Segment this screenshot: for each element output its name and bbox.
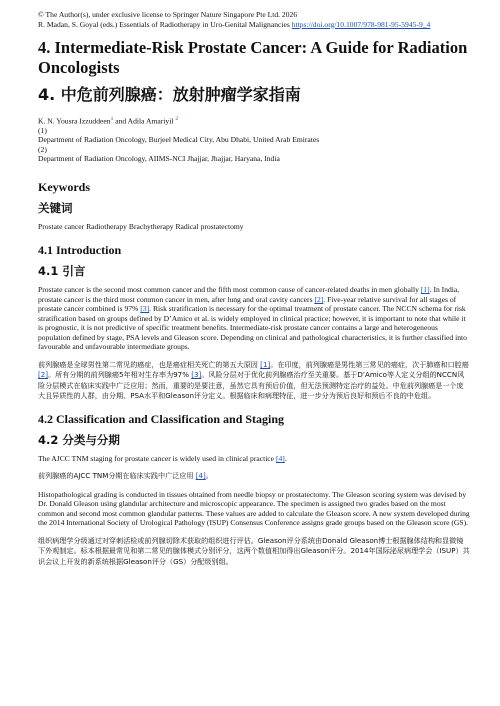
author-2: and Adila Amariyil: [113, 116, 176, 126]
chapter-title-en: 4. Intermediate-Risk Prostate Cancer: A Guide for Radiation Oncologists: [38, 38, 468, 77]
intro-paragraph-zh: [38, 360, 470, 402]
staging-paragraph-zh: [38, 471, 470, 482]
intro-text-zh: 。风险分层对于优化前列腺癌治疗至关重要。基于D’Amico等人定义分组的NCCN风险分层模式在临床实践中广泛应用；然而，重要的是要注意，虽然它具有预后价值，但无法预测特定治疗的益处。中危前列腺癌是一个庞大且异质性的人群，由分期、PSA水平和Gleason评分定义。根据临床和病理特征，进一步分为预后良好和预后不良的中危组。: [38, 370, 465, 401]
citation-link-4[interactable]: [4]: [275, 453, 285, 463]
copyright-header: [38, 10, 470, 29]
author-block: [38, 115, 470, 164]
affiliation-1-number: (1): [38, 125, 47, 135]
citation-link-3-zh[interactable]: [3]: [191, 370, 202, 380]
intro-paragraph-en: [38, 285, 470, 352]
keywords-list: Prostate cancer Radiotherapy Brachytherapy Radical prostatectomy: [38, 221, 244, 231]
author-2-affiliation-mark[interactable]: 2: [175, 116, 179, 122]
doi-link[interactable]: https://doi.org/10.1007/978-981-95-5945-9_4: [291, 19, 431, 29]
citation-link-1[interactable]: [1]: [420, 285, 430, 295]
intro-text: Prostate cancer is the second most common cancer and the fifth most common cause of cancer-related deaths in men globally: [38, 285, 421, 295]
author-1: K. N. Yousra Izzuddeen: [38, 116, 111, 126]
article-page: [38, 10, 470, 567]
author-line: [38, 115, 470, 126]
grading-paragraph-zh: 组织病理学分级通过对穿刺活检或前列腺切除术获取的组织进行评估。Gleason评分系统由Donald Gleason博士根据腺体结构和显微镜下外观制定。标本根据最常见和第二常见的腺体模式分别评分，这两个数值相加得出Gleason评分。2014年国际泌尿病理学会（ISUP）共识会议上开发的新系统根据Gleason评分（GS）分配级别组。: [38, 535, 470, 566]
section-4-1-heading-zh: 4.1 引言: [38, 264, 86, 279]
intro-text: . In India, prostate cancer is the third most common cancer in men, after lung and oral cavity cancers: [38, 285, 460, 304]
intro-text: . Risk stratification is necessary for the optimal treatment of prostate cancer. The NCCN schema for risk stratification based on groups defined by D’Amico et al. is widely employed in clinical practice; however, it is important to note that while it is prognostic, it is not predictive of specific treatment benefits. Intermediate-risk prostate cancer contains a large and heterogeneous population defined by stage, PSA levels and Gleason score. Depending on clinical and pathological characteristics, it is further classified into favourable and unfavourable intermediate groups.: [38, 304, 467, 352]
author-1-affiliation-mark[interactable]: 1: [110, 116, 114, 122]
staging-text: The AJCC TNM staging for prostate cancer is widely used in clinical practice: [38, 453, 276, 463]
affiliation-2-number: (2): [38, 144, 47, 154]
keywords-heading-en: Keywords: [38, 179, 90, 194]
copyright-line: © The Author(s), under exclusive license to Springer Nature Singapore Pte Ltd. 2026: [38, 10, 298, 19]
section-4-2-heading-zh: 4.2 分类与分期: [38, 432, 120, 447]
staging-paragraph-en: [38, 454, 470, 464]
book-citation-text: R. Madan, S. Goyal (eds.) Essentials of Radiotherapy in Uro-Genital Malignancies: [38, 19, 292, 29]
chapter-title-zh: 4. 中危前列腺癌：放射肿瘤学家指南: [38, 85, 301, 104]
staging-text: .: [284, 453, 287, 463]
book-citation: [38, 20, 470, 30]
section-4-2-heading-en: 4.2 Classification and Classification and Staging: [38, 411, 285, 426]
keywords-heading-zh: 关键词: [38, 200, 73, 215]
citation-link-3[interactable]: [3]: [140, 304, 150, 314]
staging-text-zh: 前列腺癌的AJCC TNM分期在临床实践中广泛应用: [38, 471, 196, 481]
citation-link-1-zh[interactable]: [1]: [260, 359, 271, 369]
intro-text-zh: 前列腺癌是全球男性第二常见的癌症，也是癌症相关死亡的第五大原因: [38, 359, 261, 369]
citation-link-4-zh[interactable]: [4]: [195, 471, 206, 481]
intro-text-zh: 。在印度，前列腺癌是男性第三常见的癌症，次于肺癌和口腔癌: [270, 359, 469, 369]
affiliation-2: Department of Radiation Oncology, AIIMS-NCI Jhajjar, Jhajjar, Haryana, India: [38, 154, 280, 164]
grading-paragraph-en: Histopathological grading is conducted in tissues obtained from needle biopsy or prostatectomy. The Gleason scoring system was devised by Dr. Donald Gleason using glandular architecture and microscopic appearance. The specimen is assigned two grades based on the most common and second most common glandular patterns. These values are added to calculate the Gleason score. A new system developed during the 2014 International Society of Urological Pathology (ISUP) Consensus Conference assigns grade groups based on the Gleason score (GS).: [38, 489, 470, 528]
section-4-1-heading-en: 4.1 Introduction: [38, 243, 122, 258]
citation-link-2-zh[interactable]: [2]: [38, 370, 49, 380]
staging-text-zh: 。: [205, 471, 213, 481]
intro-text: . Five-year relative survival for all stages of prostate cancer combined is 97%: [38, 294, 457, 314]
intro-text-zh: 。所有分期的前列腺癌5年相对生存率为97%: [48, 370, 192, 380]
affiliation-1: Department of Radiation Oncology, Burjeel Medical City, Abu Dhabi, United Arab Emirates: [38, 135, 320, 145]
citation-link-2[interactable]: [2]: [314, 294, 324, 304]
